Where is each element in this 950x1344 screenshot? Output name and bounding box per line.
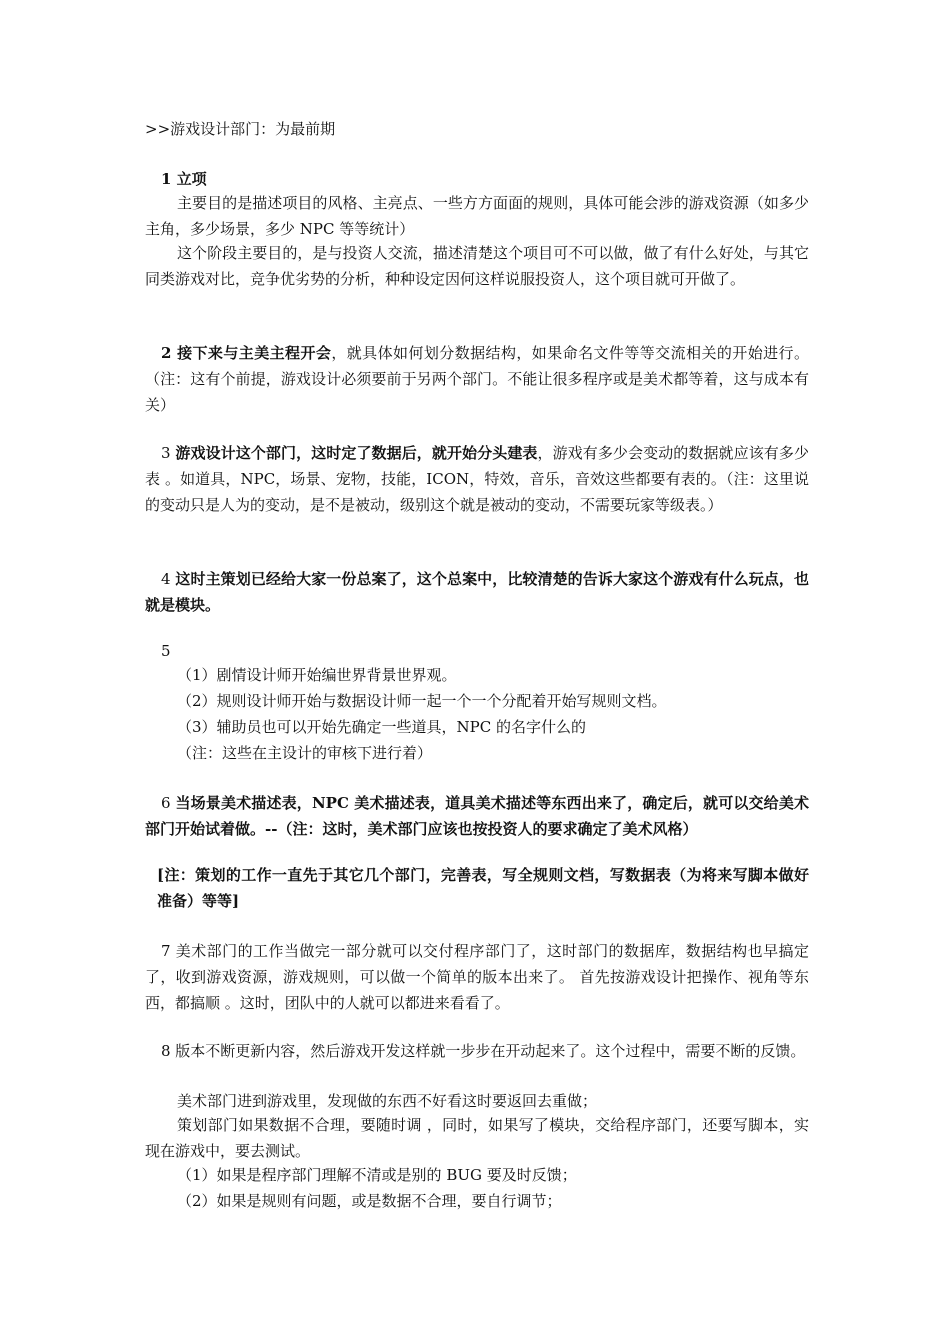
section-6-bold-text: 当场景美术描述表，NPC 美术描述表，道具美术描述等东西出来了，确定后，就可以交给美术部门开始试着做。--（注：这时，美术部门应该也按投资人的要求确定了美术风格） — [145, 794, 810, 838]
section-4-bold-text: 这时主策划已经给大家一份总案了，这个总案中，比较清楚的告诉大家这个游戏有什么玩点，也就是模块。 — [145, 570, 809, 614]
section-2-text: ，就具体如何划分数据结构，如果命名文件等等交流相关的开始进行。（注：这有个前提，游戏设计必须要前于另两个部门。不能让很多程序或是美术都等着，这与成本有关） — [145, 344, 809, 414]
section-1-title: 1 立项 — [161, 170, 207, 188]
section-8-paragraph: 8 版本不断更新内容，然后游戏开发这样就一步步在开动起来了。这个过程中，需要不断的反馈。 — [161, 1042, 806, 1060]
section-8-paragraph-art: 美术部门进到游戏里，发现做的东西不好看这时要返回去重做； — [177, 1092, 598, 1110]
section-5-item: （3）辅助员也可以开始先确定一些道具，NPC 的名字什么的 — [177, 718, 587, 736]
section-3-text: ，游戏有多少会变动的数据就应该有多少表 。如道具，NPC，场景、宠物，技能，ICON，特效，音乐，音效这些都要有表的。（注：这里说的变动只是人为的变动，是不是被动，级别这个就是被动的变动，不需要玩家等级表。） — [145, 444, 809, 514]
section-2-paragraph — [145, 340, 809, 418]
section-8-item: （1）如果是程序部门理解不清或是别的 BUG 要及时反馈； — [177, 1166, 577, 1184]
section-3-paragraph — [145, 440, 809, 518]
section-7-paragraph: 7 美术部门的工作当做完一部分就可以交付程序部门了，这时部门的数据库，数据结构也早搞定了，收到游戏资源，游戏规则，可以做一个简单的版本出来了。 首先按游戏设计把操作、视角等东西，都搞顺 。这时，团队中的人就可以都进来看看了。 — [145, 942, 809, 1012]
section-3-number: 3 — [161, 444, 176, 462]
doc-heading: >>游戏设计部门：为最前期 — [145, 120, 336, 138]
section-4-paragraph — [145, 566, 809, 618]
section-1-paragraph-2: 这个阶段主要目的，是与投资人交流，描述清楚这个项目可不可以做，做了有什么好处，与其它同类游戏对比，竞争优劣势的分析，种种设定因何这样说服投资人，这个项目就可开做了。 — [145, 244, 809, 288]
section-8-paragraph-design: 策划部门如果数据不合理，要随时调 ，同时，如果写了模块，交给程序部门，还要写脚本，实现在游戏中，要去测试。 — [145, 1116, 809, 1160]
section-6-bold-note: [注：策划的工作一直先于其它几个部门，完善表，写全规则文档，写数据表（为将来写脚本做好准备）等等] — [157, 866, 809, 910]
section-2-bold-lead: 2 接下来与主美主程开会 — [161, 344, 332, 362]
section-4-number: 4 — [161, 570, 176, 588]
section-5-number: 5 — [161, 642, 171, 660]
section-3-bold-lead: 游戏设计这个部门，这时定了数据后，就开始分头建表 — [175, 444, 538, 462]
section-5-item: （2）规则设计师开始与数据设计师一起一个一个分配着开始写规则文档。 — [177, 692, 667, 710]
section-5-item: （1）剧情设计师开始编世界背景世界观。 — [177, 666, 457, 684]
section-6-number: 6 — [161, 794, 176, 812]
section-6-paragraph — [145, 790, 809, 842]
section-8-item: （2）如果是规则有问题，或是数据不合理，要自行调节； — [177, 1192, 562, 1210]
section-1-paragraph-1: 主要目的是描述项目的风格、主亮点、一些方方面面的规则，具体可能会涉的游戏资源（如多少主角，多少场景，多少 NPC 等等统计） — [145, 194, 809, 238]
section-5-note: （注：这些在主设计的审核下进行着） — [177, 744, 433, 762]
